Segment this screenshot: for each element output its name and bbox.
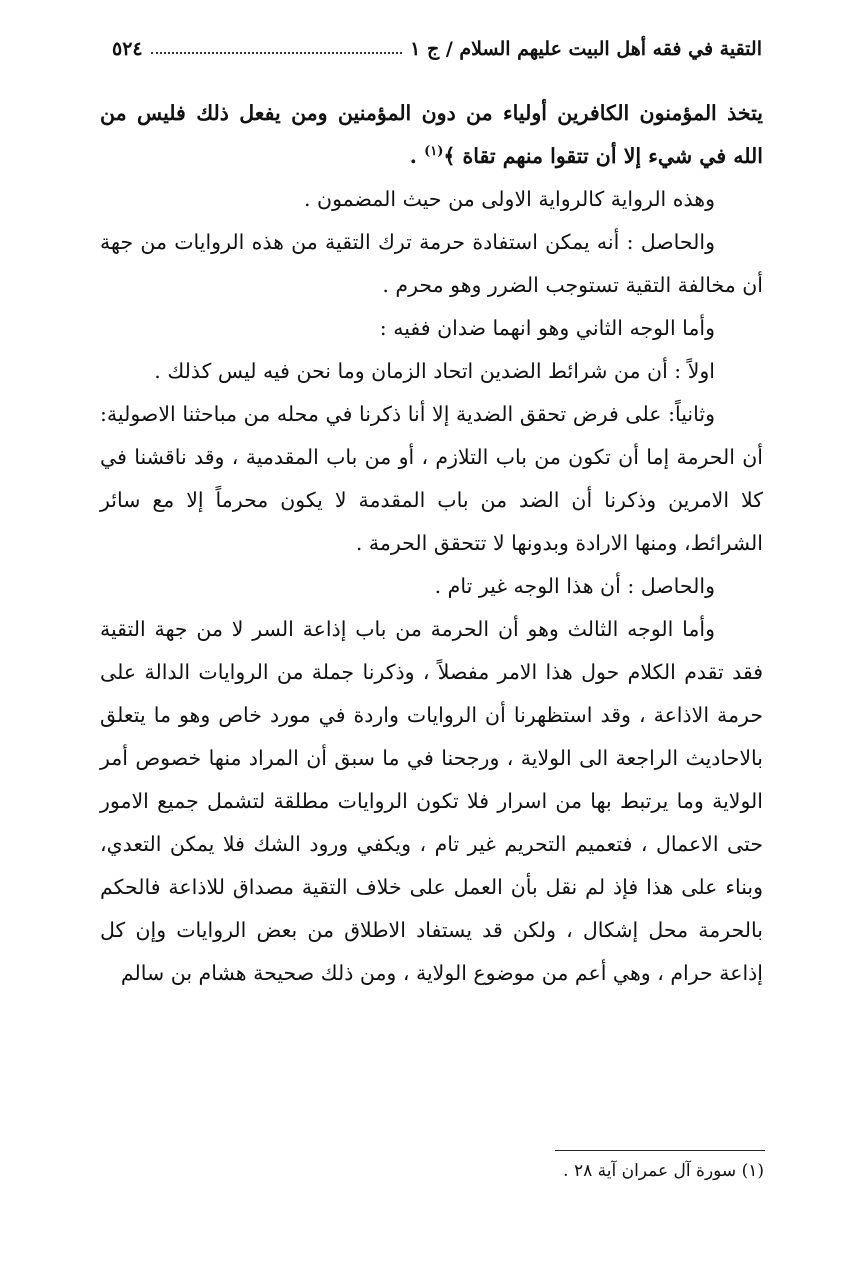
paragraph: وهذه الرواية كالرواية الاولى من حيث المضمون . [303, 187, 715, 211]
paragraph: والحاصل : أنه يمكن استفادة حرمة ترك التقية من هذه الروايات من جهة أن مخالفة التقية تستوجب الضرر وهو محرم . [100, 230, 763, 297]
paragraph: اولاً : أن من شرائط الضدين اتحاد الزمان وما نحن فيه ليس كذلك . [154, 359, 715, 383]
running-header [112, 32, 762, 66]
paragraph-text: يتخذ المؤمنون الكافرين أولياء من دون المؤمنين ومن يفعل ذلك فليس من الله في شيء إلا أن تتقوا منهم تقاة ﴾ [100, 101, 763, 168]
paragraph: وأما الوجه الثالث وهو أن الحرمة من باب إذاعة السر لا من جهة التقية فقد تقدم الكلام حول هذا الامر مفصلاً ، وذكرنا جملة من الروايات الدالة على حرمة الاذاعة ، وقد استظهرنا أن الروايات واردة في مورد خاص وهو ما يتعلق بالاحاديث الراجعة الى الولاية ، ورجحنا في ما سبق أن المراد منها خصوص أمر الولاية وما يرتبط بها من اسرار فلا تكون الروايات مطلقة لتشمل جميع الامور حتى الاعمال ، فتعميم التحريم غير تام ، ويكفي ورود الشك فلا يمكن التعدي، وبناء على هذا فإذ لم نقل بأن العمل على خلاف التقية مصداق للاذاعة فالحكم بالحرمة محل إشكال ، ولكن قد يستفاد الاطلاق من بعض الروايات وإن كل إذاعة حرام ، وهي أعم من موضوع الولاية ، ومن ذلك صحيحة هشام بن سالم [100, 617, 763, 985]
paragraph: وأما الوجه الثاني وهو انهما ضدان ففيه : [379, 316, 715, 340]
paragraph: والحاصل : أن هذا الوجه غير تام . [434, 574, 715, 598]
header-title: التقية في فقه أهل البيت عليهم السلام / ج ١ [410, 38, 762, 60]
header-dot-leader [151, 52, 403, 54]
footnote-separator [555, 1150, 765, 1151]
paragraph: وثانياً: على فرض تحقق الضدية إلا أنا ذكرنا في محله من مباحثنا الاصولية: أن الحرمة إما أن تكون من باب التلازم ، أو من باب المقدمية ، وقد ناقشنا في كلا الامرين وذكرنا أن الضد من باب المقدمة لا يكون محرماً إلا مع سائر الشرائط، ومنها الارادة وبدونها لا تتحقق الحرمة . [100, 402, 763, 555]
footnote: (١) سورة آل عمران آية ٢٨ . [563, 1161, 764, 1181]
paragraph-quran-verse: يتخذ المؤمنون الكافرين أولياء من دون المؤمنين ومن يفعل ذلك فليس من الله في شيء إلا أن تتقوا منهم تقاة ﴾$^{(١)}$ . [100, 101, 763, 168]
footnote-reference: (١) [424, 144, 444, 160]
page-number: ٥٢٤ [112, 38, 143, 60]
body-text [100, 92, 763, 995]
